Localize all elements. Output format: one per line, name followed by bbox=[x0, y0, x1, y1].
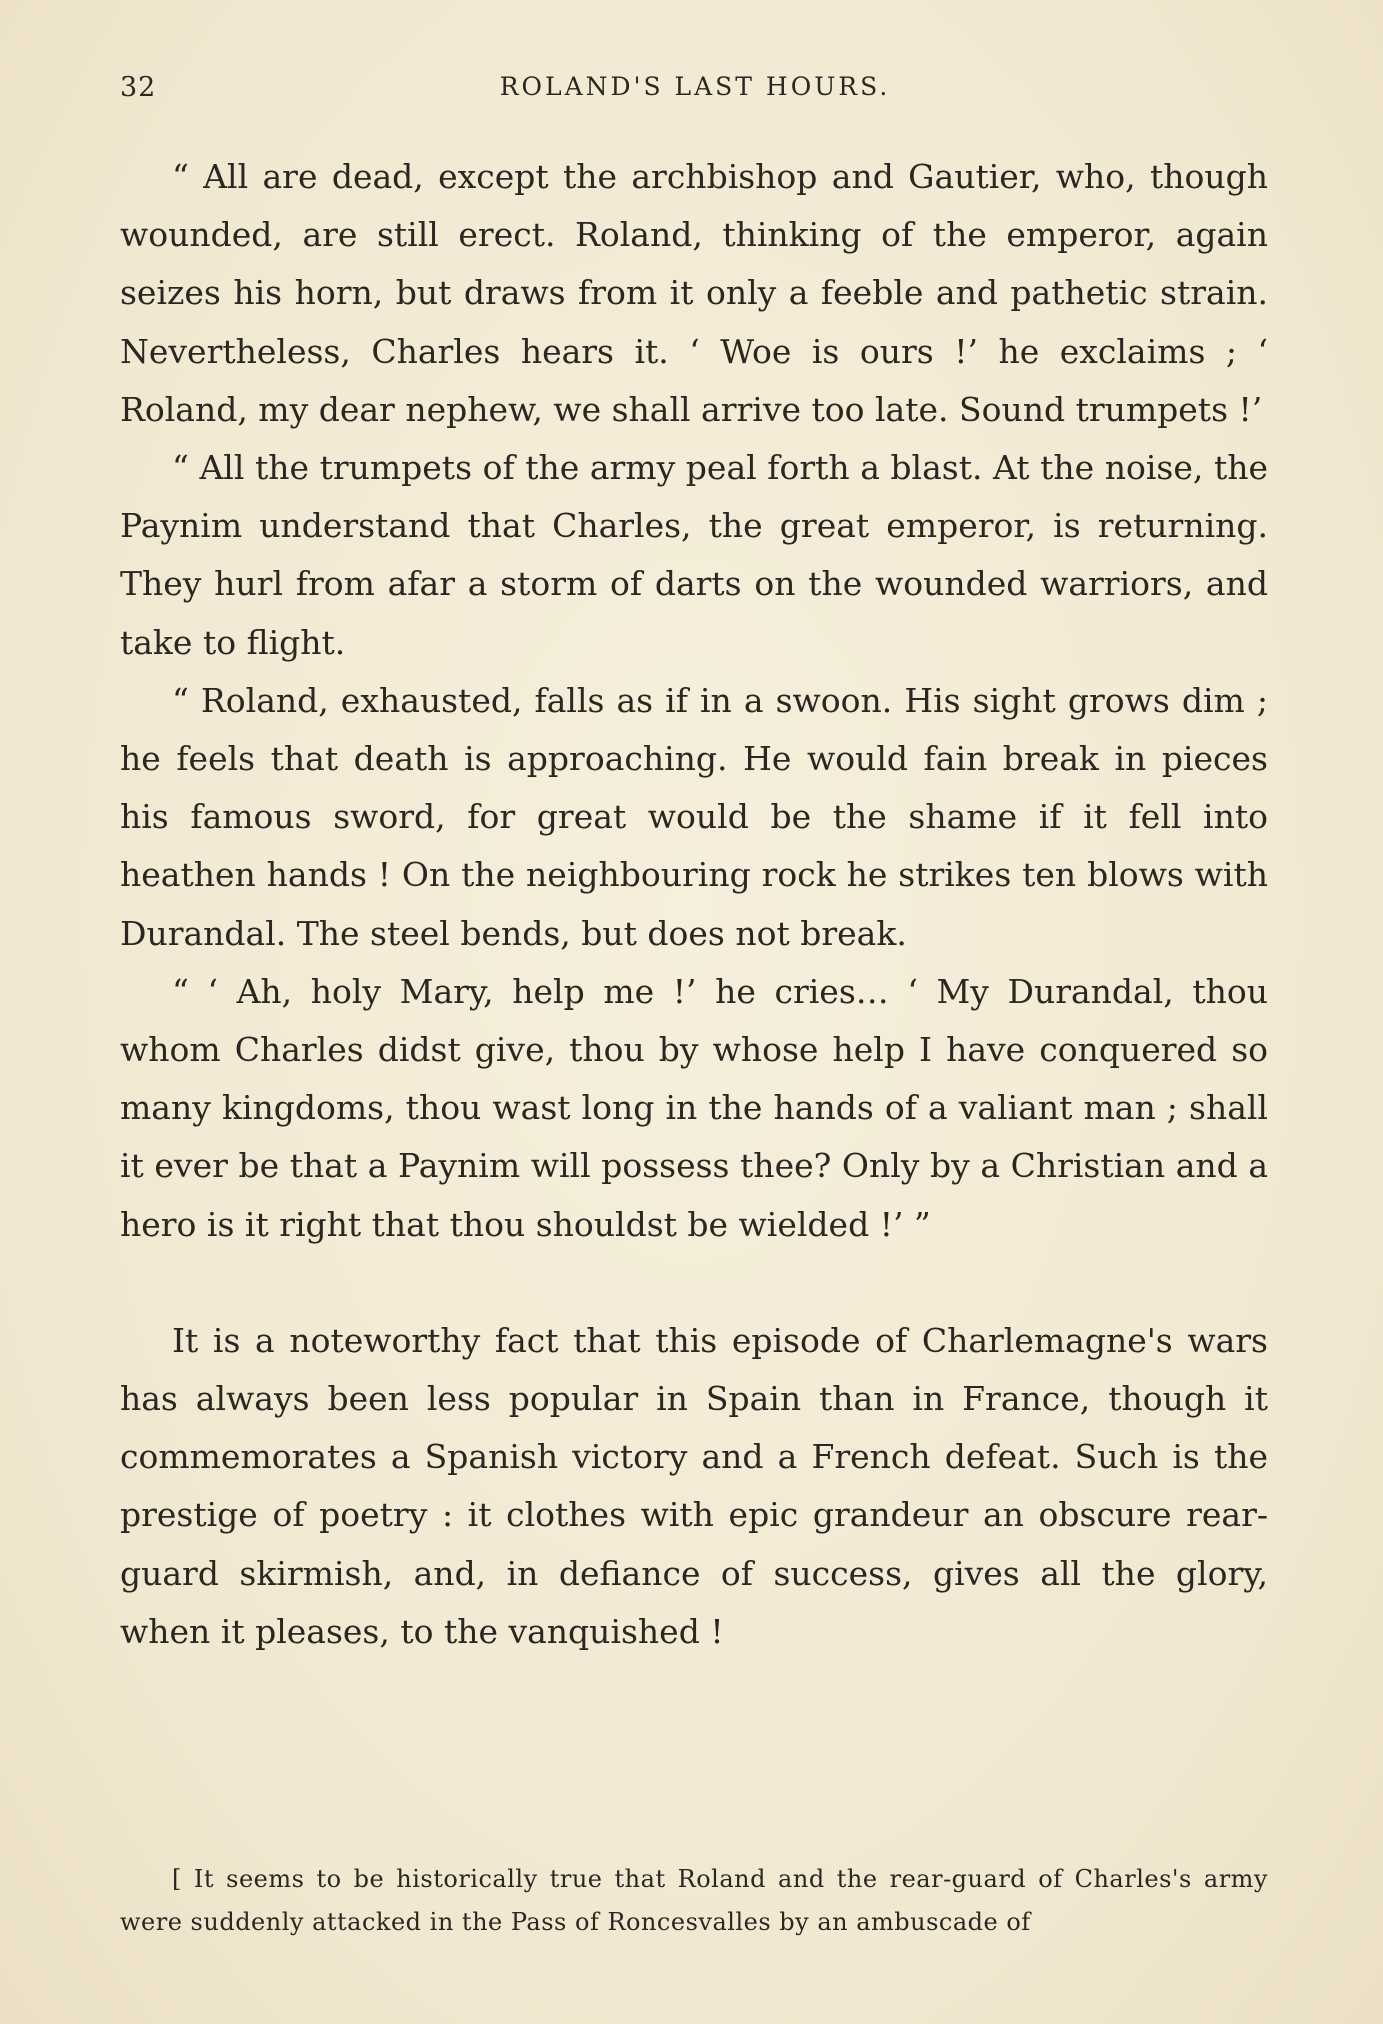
footnote bbox=[120, 1858, 1268, 1944]
page-header bbox=[120, 72, 1270, 108]
paragraph-archbishop-gautier: “ All are dead, except the archbishop and Gautier, who, though wounded, are still erect. Roland, thinking of the emperor, again seizes his horn, but draws from it only a feeble and pathetic strain. Nevertheless, Charles hears it. ‘ Woe is ours !’ he exclaims ; ‘ Roland, my dear nephew, we shall arrive too late. Sound trumpets !’ bbox=[120, 157, 1268, 429]
paragraph-trumpets: “ All the trumpets of the army peal forth a blast. At the noise, the Paynim understand that Charles, the great emperor, is returning. They hurl from afar a storm of darts on the wounded warriors, and take to flight. bbox=[120, 448, 1268, 662]
page-number: 32 bbox=[120, 72, 157, 103]
footnote-text: [ It seems to be historically true that Roland and the rear-guard of Charles's army were suddenly attacked in the Pass of Roncesvalles by an ambuscade of bbox=[120, 1865, 1268, 1936]
running-title: ROLAND'S LAST HOURS. bbox=[499, 72, 891, 101]
paragraph-roland-swoon: “ Roland, exhausted, falls as if in a swoon. His sight grows dim ; he feels that death is approaching. He would fain break in pieces his famous sword, for great would be the shame if it fell into heathen hands ! On the neighbouring rock he strikes ten blows with Durandal. The steel bends, but does not break. bbox=[120, 680, 1268, 953]
body-text bbox=[120, 148, 1268, 1661]
paragraph-durandal-lament: “ ‘ Ah, holy Mary, help me !’ he cries… ‘ My Durandal, thou whom Charles didst give, thou by whose help I have conquered so many kingdoms, thou wast long in the hands of a valiant man ; shall it ever be that a Paynim will possess thee? Only by a Christian and a hero is it right that thou shouldst be wielded !’ ” bbox=[120, 971, 1268, 1244]
paragraph-noteworthy-fact: It is a noteworthy fact that this episode of Charlemagne's wars has always been less popular in Spain than in France, though it commemorates a Spanish victory and a French defeat. Such is the prestige of poetry : it clothes with epic grandeur an obscure rear-guard skirmish, and, in defiance of success, gives all the glory, when it pleases, to the vanquished ! bbox=[120, 1320, 1268, 1651]
